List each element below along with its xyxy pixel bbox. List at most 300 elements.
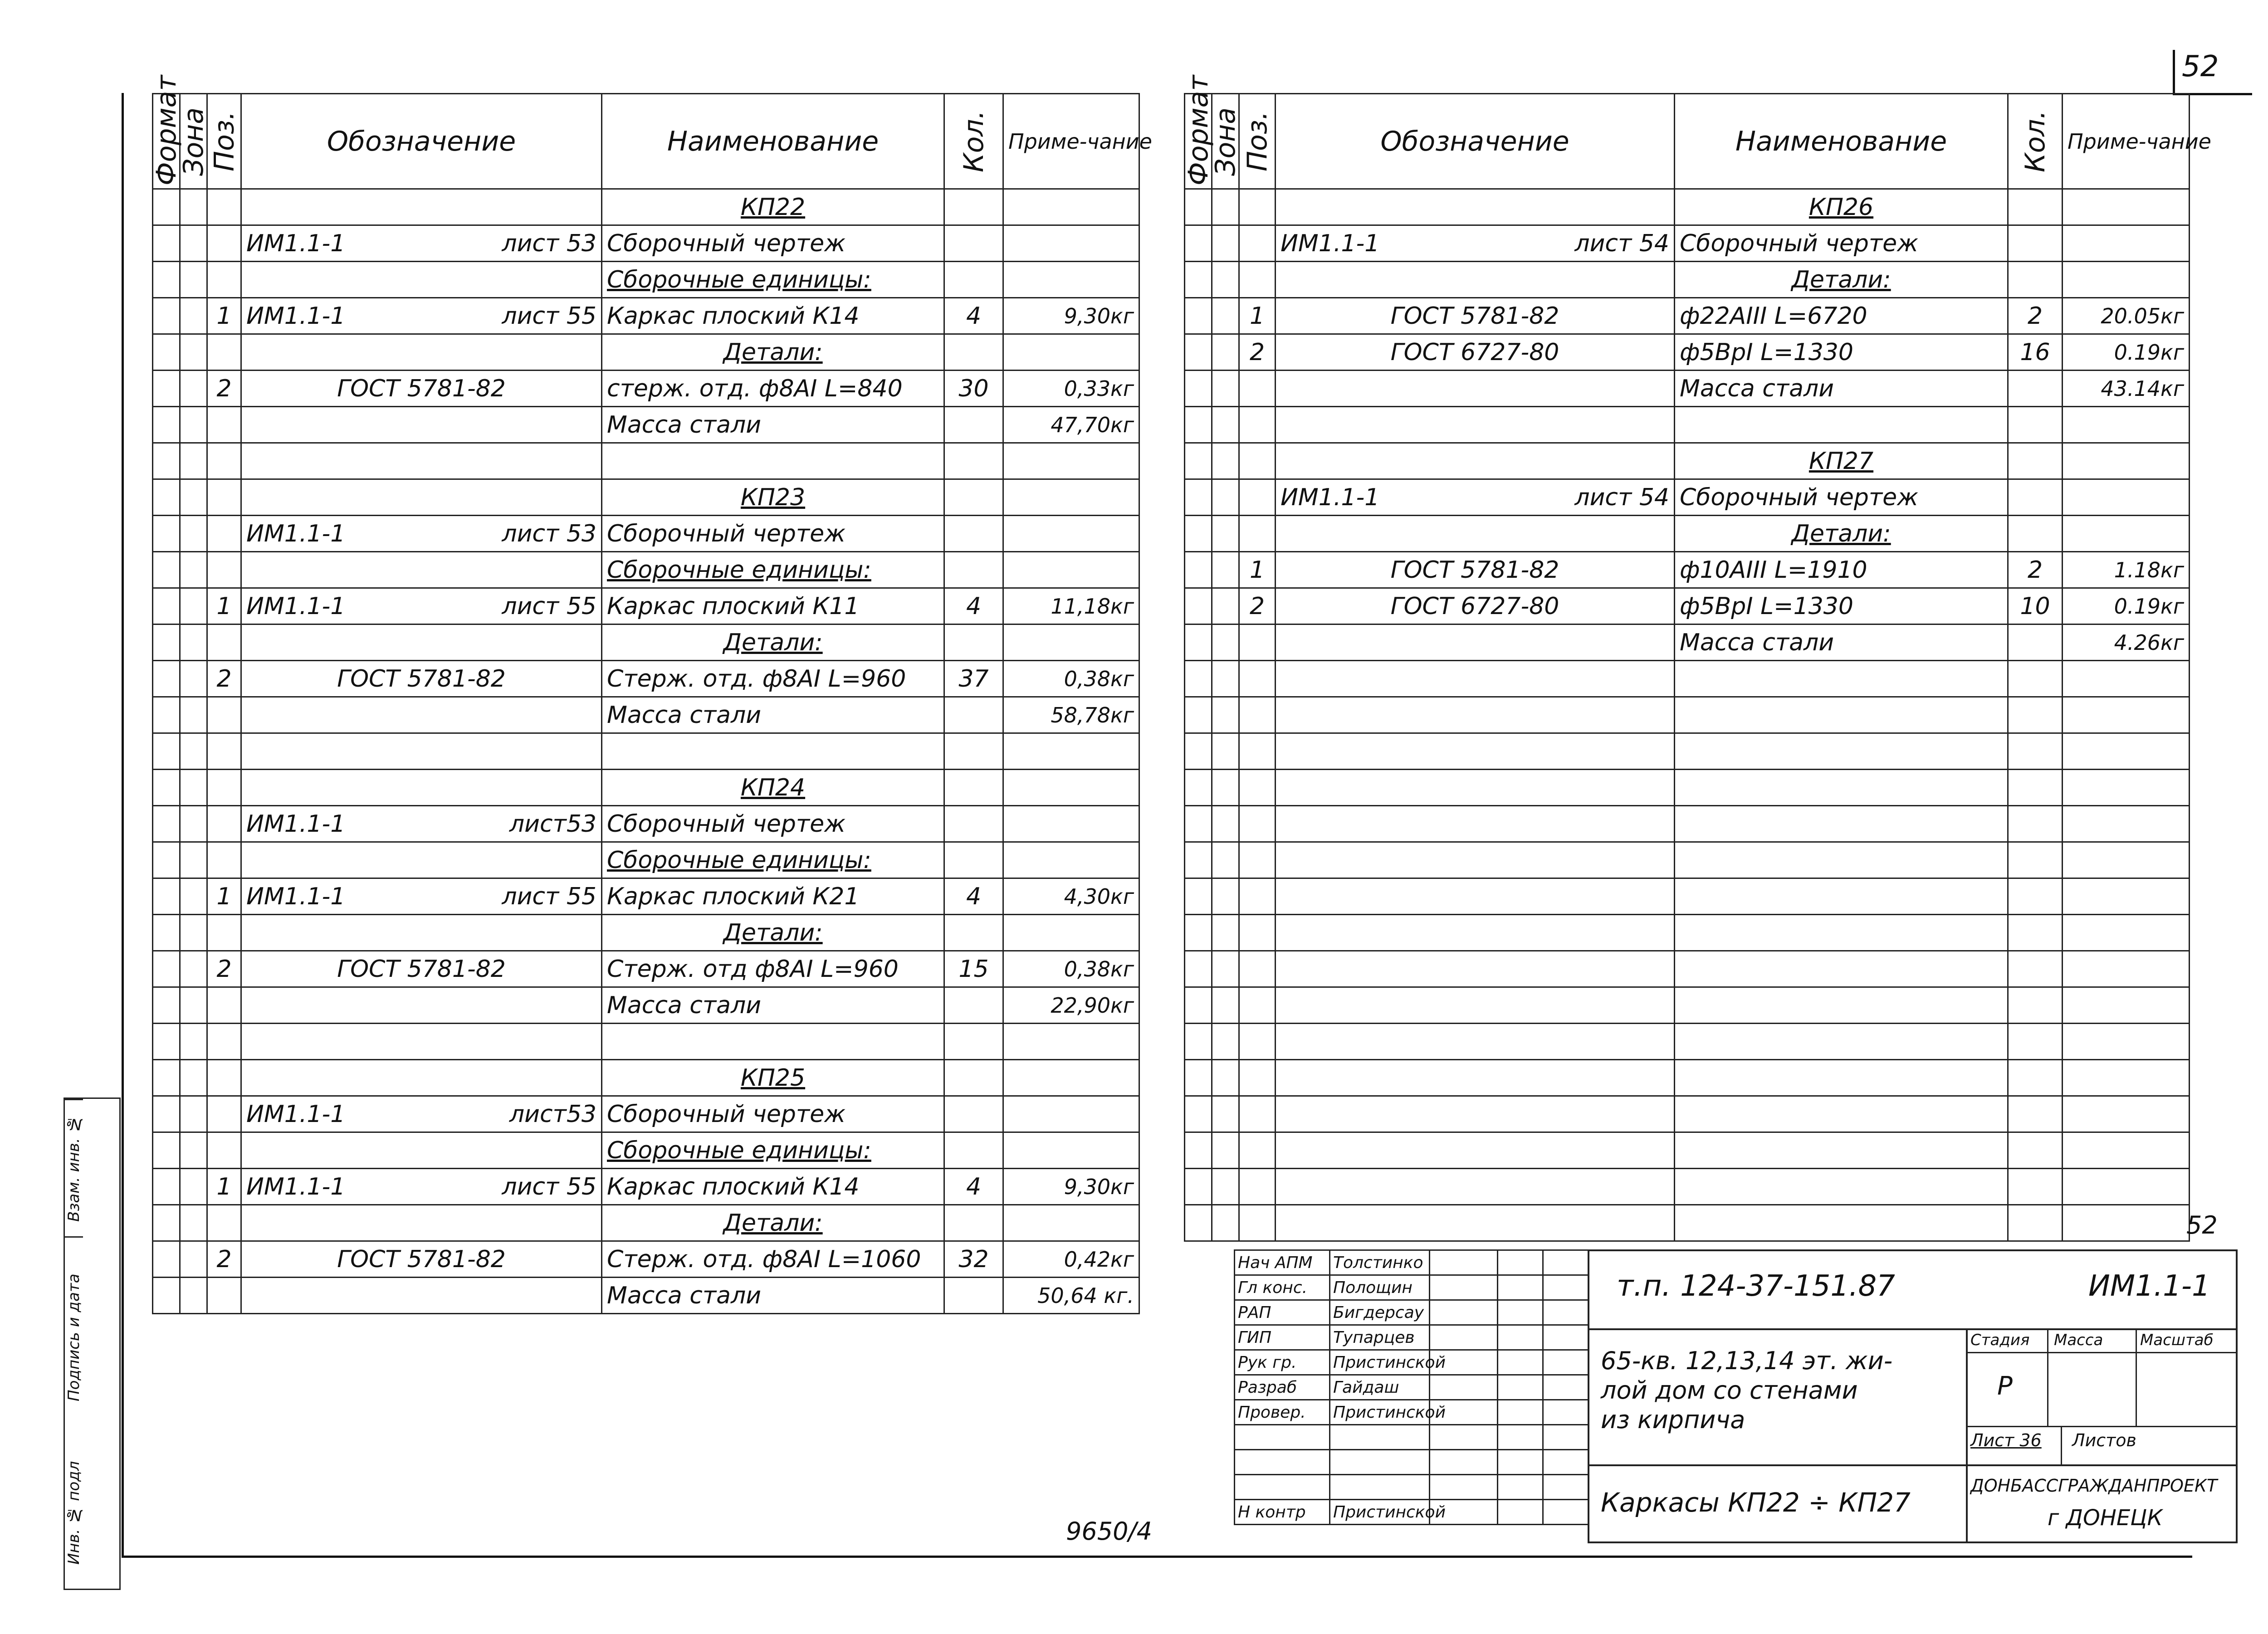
right-pos-cell — [1239, 1132, 1276, 1169]
table-row — [153, 987, 1139, 1024]
table-row — [153, 479, 1139, 516]
right-pos-cell — [1239, 987, 1276, 1024]
right-qty-cell — [2008, 1060, 2063, 1096]
stamp-date — [1498, 1475, 1543, 1500]
right-designation-cell — [1276, 1132, 1675, 1169]
left-zone-cell — [180, 407, 207, 443]
left-pos-cell — [207, 479, 241, 516]
right-qty-cell — [2008, 624, 2063, 661]
stamp-date — [1498, 1300, 1543, 1325]
stamp-extra — [1543, 1400, 1589, 1425]
stamp-person: Бигдерсау — [1330, 1300, 1430, 1325]
left-header-row — [153, 94, 1139, 189]
right-qty-cell — [2008, 262, 2063, 298]
left-zone-cell — [180, 661, 207, 697]
stamp-role — [1235, 1475, 1330, 1500]
left-qty-cell: 4 — [944, 1169, 1003, 1205]
stamp-role: Нач АПМ — [1235, 1250, 1330, 1275]
right-format-cell — [1185, 407, 1212, 443]
left-designation-code: ИМ1.1-1 — [246, 592, 346, 620]
object-line-1: 65-кв. 12,13,14 эт. жи- — [1601, 1346, 1893, 1375]
stamp-role: Провер. — [1235, 1400, 1330, 1425]
right-designation-sheet: лист 54 — [1574, 229, 1669, 257]
left-designation-cell — [241, 697, 602, 733]
sheet-col-line — [2061, 1426, 2062, 1464]
right-designation-cell — [1276, 1096, 1675, 1132]
right-note-cell — [2063, 915, 2190, 951]
right-name-cell — [1675, 1169, 2008, 1205]
table-row — [153, 878, 1139, 915]
right-designation-cell — [1276, 479, 1675, 516]
table-row — [153, 951, 1139, 987]
right-zone-cell — [1212, 479, 1239, 516]
left-note-cell — [1003, 1132, 1139, 1169]
right-note-cell — [2063, 770, 2190, 806]
left-designation-sheet: лист53 — [509, 810, 596, 838]
right-qty-cell — [2008, 661, 2063, 697]
stamp-person: Тупарцев — [1330, 1325, 1430, 1350]
left-note-cell — [1003, 189, 1139, 225]
stamp-row — [1235, 1425, 1589, 1450]
left-qty-cell — [944, 842, 1003, 878]
table-row — [1185, 552, 2190, 588]
right-note-cell — [2063, 1205, 2190, 1241]
left-note-cell: 47,70кг — [1003, 407, 1139, 443]
stage-label: Стадия — [1970, 1331, 2030, 1349]
right-pos-cell — [1239, 371, 1276, 407]
left-name-cell: Стерж. отд. ф8АI L=960 — [602, 661, 944, 697]
right-note-cell — [2063, 697, 2190, 733]
table-row — [153, 1096, 1139, 1132]
right-zone-cell — [1212, 225, 1239, 262]
left-designation-cell — [241, 443, 602, 479]
left-qty-cell — [944, 516, 1003, 552]
left-qty-cell — [944, 1132, 1003, 1169]
right-zone-cell — [1212, 1024, 1239, 1060]
table-row — [153, 1060, 1139, 1096]
right-pos-cell — [1239, 262, 1276, 298]
left-name-cell: Сборочный чертеж — [602, 806, 944, 842]
stamp-person: Пристинской — [1330, 1350, 1430, 1375]
stamp-person: Гайдаш — [1330, 1375, 1430, 1400]
left-designation-code: ГОСТ 5781-82 — [337, 955, 506, 983]
left-designation-cell — [241, 1132, 602, 1169]
right-note-cell — [2063, 225, 2190, 262]
right-pos-cell — [1239, 516, 1276, 552]
left-designation-sheet: лист 55 — [502, 1173, 596, 1200]
left-format-cell — [153, 1278, 180, 1314]
right-name-cell — [1675, 1132, 2008, 1169]
left-qty-cell — [944, 189, 1003, 225]
table-row — [1185, 806, 2190, 842]
left-header-format: Формат — [153, 94, 180, 189]
right-zone-cell — [1212, 878, 1239, 915]
right-note-cell — [2063, 516, 2190, 552]
right-format-cell — [1185, 334, 1212, 371]
right-format-cell — [1185, 298, 1212, 334]
right-designation-cell — [1276, 878, 1675, 915]
left-note-cell — [1003, 516, 1139, 552]
left-name-cell: Каркас плоский К11 — [602, 588, 944, 624]
left-name-cell: Детали: — [602, 334, 944, 371]
table-row — [1185, 661, 2190, 697]
right-name-cell — [1675, 1060, 2008, 1096]
stamp-row — [1235, 1350, 1589, 1375]
left-format-cell — [153, 443, 180, 479]
left-note-cell: 0,33кг — [1003, 371, 1139, 407]
left-zone-cell — [180, 1205, 207, 1241]
table-row — [1185, 588, 2190, 624]
right-zone-cell — [1212, 1169, 1239, 1205]
left-designation-cell — [241, 588, 602, 624]
right-qty-cell — [2008, 697, 2063, 733]
left-designation-cell — [241, 479, 602, 516]
stamp-role — [1235, 1425, 1330, 1450]
left-format-cell — [153, 1241, 180, 1278]
left-format-cell — [153, 1024, 180, 1060]
left-name-cell: Сборочный чертеж — [602, 1096, 944, 1132]
right-note-cell: 0.19кг — [2063, 588, 2190, 624]
left-format-cell — [153, 479, 180, 516]
left-pos-cell — [207, 443, 241, 479]
table-row — [1185, 516, 2190, 552]
left-zone-cell — [180, 1169, 207, 1205]
right-qty-cell — [2008, 951, 2063, 987]
stamp-role: РАП — [1235, 1300, 1330, 1325]
left-format-cell — [153, 733, 180, 770]
left-qty-cell: 37 — [944, 661, 1003, 697]
right-qty-cell — [2008, 371, 2063, 407]
left-note-cell: 58,78кг — [1003, 697, 1139, 733]
left-note-cell — [1003, 479, 1139, 516]
left-zone-cell — [180, 915, 207, 951]
right-pos-cell: 2 — [1239, 588, 1276, 624]
left-qty-cell — [944, 733, 1003, 770]
left-pos-cell — [207, 987, 241, 1024]
left-designation-code: ИМ1.1-1 — [246, 883, 346, 910]
left-format-cell — [153, 1132, 180, 1169]
stamp-role — [1235, 1450, 1330, 1475]
left-note-cell — [1003, 624, 1139, 661]
table-row — [153, 1205, 1139, 1241]
table-row — [1185, 334, 2190, 371]
stamp-row — [1235, 1300, 1589, 1325]
left-qty-cell — [944, 806, 1003, 842]
left-designation-code: ИМ1.1-1 — [246, 302, 346, 330]
left-pos-cell — [207, 770, 241, 806]
right-format-cell — [1185, 552, 1212, 588]
left-format-cell — [153, 588, 180, 624]
stamp-date — [1498, 1425, 1543, 1450]
right-format-cell — [1185, 1096, 1212, 1132]
left-name-cell: Стерж. отд ф8АI L=960 — [602, 951, 944, 987]
left-designation-sheet: лист 53 — [502, 229, 596, 257]
right-zone-cell — [1212, 262, 1239, 298]
left-pos-cell: 2 — [207, 951, 241, 987]
stamp-extra — [1543, 1425, 1589, 1450]
left-pos-cell: 1 — [207, 298, 241, 334]
left-qty-cell — [944, 552, 1003, 588]
left-format-cell — [153, 987, 180, 1024]
right-designation-code: ИМ1.1-1 — [1281, 483, 1380, 511]
right-zone-cell — [1212, 516, 1239, 552]
table-row — [1185, 225, 2190, 262]
left-designation-sheet: лист 55 — [502, 592, 596, 620]
left-name-cell: стерж. отд. ф8АI L=840 — [602, 371, 944, 407]
table-row — [1185, 443, 2190, 479]
left-format-cell — [153, 262, 180, 298]
right-pos-cell — [1239, 1096, 1276, 1132]
left-qty-cell: 4 — [944, 298, 1003, 334]
right-designation-cell — [1276, 1024, 1675, 1060]
left-note-cell — [1003, 1205, 1139, 1241]
right-zone-cell — [1212, 189, 1239, 225]
left-designation-cell — [241, 770, 602, 806]
right-format-cell — [1185, 189, 1212, 225]
left-name-cell: КП25 — [602, 1060, 944, 1096]
right-pos-cell — [1239, 842, 1276, 878]
left-pos-cell — [207, 1096, 241, 1132]
right-header-note: Приме-чание — [2063, 94, 2190, 189]
left-name-cell: Сборочные единицы: — [602, 842, 944, 878]
left-pos-cell: 1 — [207, 1169, 241, 1205]
table-row — [1185, 479, 2190, 516]
left-pos-cell: 2 — [207, 1241, 241, 1278]
right-designation-cell — [1276, 661, 1675, 697]
stamp-row — [1235, 1250, 1589, 1275]
right-designation-cell — [1276, 443, 1675, 479]
left-zone-cell — [180, 806, 207, 842]
left-pos-cell — [207, 189, 241, 225]
stamp-person — [1330, 1425, 1430, 1450]
right-qty-cell — [2008, 915, 2063, 951]
left-note-cell — [1003, 1024, 1139, 1060]
right-header-designation: Обозначение — [1276, 94, 1675, 189]
left-pos-cell — [207, 624, 241, 661]
right-note-cell — [2063, 733, 2190, 770]
left-pos-cell — [207, 334, 241, 371]
left-format-cell — [153, 225, 180, 262]
right-zone-cell — [1212, 951, 1239, 987]
left-note-cell: 9,30кг — [1003, 1169, 1139, 1205]
left-designation-sheet: лист53 — [509, 1100, 596, 1128]
left-pos-cell: 2 — [207, 371, 241, 407]
right-pos-cell — [1239, 878, 1276, 915]
right-pos-cell — [1239, 951, 1276, 987]
right-designation-cell — [1276, 697, 1675, 733]
stage-col-line-2 — [2136, 1328, 2137, 1426]
right-pos-cell — [1239, 733, 1276, 770]
mass-label: Масса — [2054, 1331, 2103, 1349]
stamp-extra — [1543, 1475, 1589, 1500]
stamp-date — [1498, 1250, 1543, 1275]
table-row — [1185, 915, 2190, 951]
left-qty-cell: 15 — [944, 951, 1003, 987]
left-name-cell: Масса стали — [602, 987, 944, 1024]
left-name-cell: Детали: — [602, 624, 944, 661]
right-note-cell — [2063, 189, 2190, 225]
table-row — [153, 225, 1139, 262]
stamp-signature — [1430, 1275, 1498, 1300]
left-zone-cell — [180, 1024, 207, 1060]
table-row — [153, 733, 1139, 770]
stamp-row — [1235, 1450, 1589, 1475]
left-qty-cell — [944, 407, 1003, 443]
table-row — [153, 371, 1139, 407]
right-name-cell — [1675, 987, 2008, 1024]
right-name-cell: Детали: — [1675, 516, 2008, 552]
right-format-cell — [1185, 878, 1212, 915]
right-zone-cell — [1212, 697, 1239, 733]
stamp-role: Разраб — [1235, 1375, 1330, 1400]
left-pos-cell — [207, 1132, 241, 1169]
left-zone-cell — [180, 298, 207, 334]
left-name-cell: КП24 — [602, 770, 944, 806]
left-zone-cell — [180, 951, 207, 987]
stamp-signature — [1430, 1250, 1498, 1275]
right-zone-cell — [1212, 552, 1239, 588]
right-pos-cell — [1239, 225, 1276, 262]
table-row — [153, 915, 1139, 951]
right-format-cell — [1185, 1205, 1212, 1241]
stamp-signature — [1430, 1325, 1498, 1350]
right-pos-cell — [1239, 1024, 1276, 1060]
left-format-cell — [153, 842, 180, 878]
right-format-cell — [1185, 697, 1212, 733]
left-name-cell: Каркас плоский К14 — [602, 1169, 944, 1205]
stamp-row — [1235, 1400, 1589, 1425]
binding-sidebar — [64, 1097, 121, 1590]
left-note-cell: 9,30кг — [1003, 298, 1139, 334]
right-note-cell — [2063, 878, 2190, 915]
left-qty-cell — [944, 443, 1003, 479]
left-zone-cell — [180, 697, 207, 733]
left-note-cell: 50,64 кг. — [1003, 1278, 1139, 1314]
sidebar-replace-inv: Взам. инв. № — [65, 1099, 83, 1236]
right-zone-cell — [1212, 1096, 1239, 1132]
right-header-zone: Зона — [1212, 94, 1239, 189]
left-designation-cell — [241, 1205, 602, 1241]
stamp-row — [1235, 1275, 1589, 1300]
right-note-cell — [2063, 1169, 2190, 1205]
table-row — [153, 298, 1139, 334]
right-designation-cell — [1276, 987, 1675, 1024]
table-row — [1185, 1169, 2190, 1205]
left-qty-cell: 32 — [944, 1241, 1003, 1278]
left-pos-cell — [207, 806, 241, 842]
stamp-extra — [1543, 1325, 1589, 1350]
left-zone-cell — [180, 1060, 207, 1096]
doc-code: ИМ1.1-1 — [2088, 1269, 2210, 1303]
left-name-cell: Сборочный чертеж — [602, 516, 944, 552]
left-pos-cell — [207, 697, 241, 733]
right-note-cell — [2063, 262, 2190, 298]
right-qty-cell — [2008, 516, 2063, 552]
left-zone-cell — [180, 1096, 207, 1132]
stamp-date — [1498, 1325, 1543, 1350]
left-format-cell — [153, 1096, 180, 1132]
left-format-cell — [153, 407, 180, 443]
right-name-cell — [1675, 770, 2008, 806]
left-format-cell — [153, 371, 180, 407]
stamp-person: Толстинко — [1330, 1250, 1430, 1275]
table-row — [153, 588, 1139, 624]
right-format-cell — [1185, 915, 1212, 951]
left-qty-cell — [944, 1060, 1003, 1096]
stamp-date — [1498, 1275, 1543, 1300]
left-name-cell: Масса стали — [602, 407, 944, 443]
left-header-qty: Кол. — [944, 94, 1003, 189]
left-zone-cell — [180, 878, 207, 915]
left-designation-cell — [241, 371, 602, 407]
left-qty-cell — [944, 987, 1003, 1024]
stamp-signature — [1430, 1475, 1498, 1500]
left-note-cell: 22,90кг — [1003, 987, 1139, 1024]
right-name-cell — [1675, 1205, 2008, 1241]
right-format-cell — [1185, 842, 1212, 878]
right-note-cell — [2063, 1024, 2190, 1060]
right-header-name: Наименование — [1675, 94, 2008, 189]
right-pos-cell — [1239, 806, 1276, 842]
right-format-cell — [1185, 479, 1212, 516]
left-designation-cell — [241, 1241, 602, 1278]
left-note-cell — [1003, 443, 1139, 479]
left-qty-cell — [944, 262, 1003, 298]
stamp-role: ГИП — [1235, 1325, 1330, 1350]
left-zone-cell — [180, 733, 207, 770]
right-qty-cell — [2008, 1205, 2063, 1241]
left-format-cell — [153, 334, 180, 371]
stage-col-line-1 — [2047, 1328, 2048, 1426]
right-format-cell — [1185, 770, 1212, 806]
right-zone-cell — [1212, 443, 1239, 479]
right-note-cell — [2063, 806, 2190, 842]
left-designation-code: ИМ1.1-1 — [246, 520, 346, 547]
left-name-cell: Сборочные единицы: — [602, 1132, 944, 1169]
right-name-cell: ф5ВрI L=1330 — [1675, 334, 2008, 371]
right-pos-cell — [1239, 1060, 1276, 1096]
left-name-cell — [602, 443, 944, 479]
right-name-cell: КП27 — [1675, 443, 2008, 479]
left-qty-cell — [944, 697, 1003, 733]
left-note-cell — [1003, 842, 1139, 878]
left-qty-cell — [944, 1205, 1003, 1241]
right-designation-cell — [1276, 951, 1675, 987]
right-pos-cell — [1239, 189, 1276, 225]
left-pos-cell — [207, 1024, 241, 1060]
right-designation-cell — [1276, 516, 1675, 552]
right-name-cell: ф22АIII L=6720 — [1675, 298, 2008, 334]
right-qty-cell — [2008, 987, 2063, 1024]
left-pos-cell: 1 — [207, 878, 241, 915]
table-row — [1185, 1205, 2190, 1241]
left-name-cell: Детали: — [602, 1205, 944, 1241]
left-designation-cell — [241, 225, 602, 262]
right-qty-cell — [2008, 225, 2063, 262]
right-pos-cell — [1239, 1205, 1276, 1241]
right-note-cell — [2063, 407, 2190, 443]
right-designation-cell — [1276, 371, 1675, 407]
right-format-cell — [1185, 624, 1212, 661]
stamp-date — [1498, 1500, 1543, 1525]
right-format-cell — [1185, 516, 1212, 552]
left-zone-cell — [180, 1241, 207, 1278]
right-pos-cell — [1239, 915, 1276, 951]
right-designation-cell — [1276, 298, 1675, 334]
table-row — [1185, 624, 2190, 661]
left-designation-cell — [241, 1024, 602, 1060]
right-qty-cell: 2 — [2008, 552, 2063, 588]
